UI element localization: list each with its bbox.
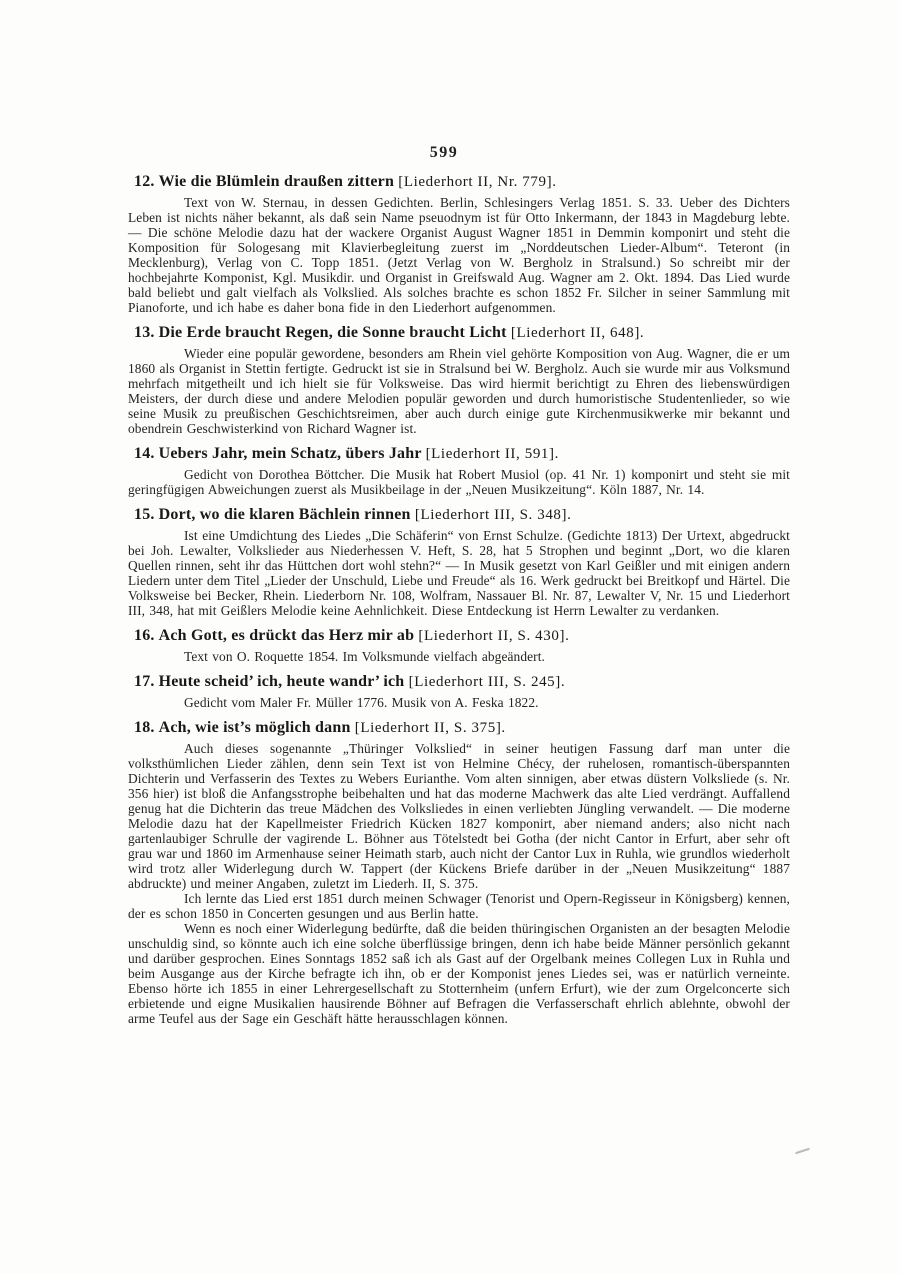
liederhort-reference: [Liederhort III, S. 245]. [408,674,566,690]
entry-17 [128,672,790,710]
entry-number: 18. [134,719,155,736]
entry-12 [128,172,790,315]
liederhort-reference: [Liederhort II, 648]. [510,325,645,341]
entry-13-heading [134,323,790,343]
song-title: Ach Gott, es drückt das Herz mir ab [158,627,415,644]
liederhort-reference: [Liederhort II, S. 375]. [354,720,506,736]
entry-15-heading [134,505,790,525]
song-title: Wie die Blümlein draußen zittern [158,173,395,190]
entry-12-paragraph: Text von W. Sternau, in dessen Gedichten. Berlin, Schlesingers Verlag 1851. S. 33. Ueber des Dichters Leben ist nichts näher bekannt, als daß sein Name pseuodnym ist für Otto Inkermann, der 1843 in Magdeburg lebte. — Die schöne Melodie dazu hat der wackere Organist August Wagner 1851 in Demmin komponirt und steht die Komposition für Sologesang mit Klavierbegleitung zuerst im „Norddeutschen Lieder-Album“. Teteront (in Mecklenburg), Verlag von C. Topp 1851. (Jetzt Verlag von W. Bergholz in Stralsund.) So schreibt mir der hochbejahrte Komponist, Kgl. Musikdir. und Organist in Greifswald Aug. Wagner am 2. Okt. 1894. Das Lied wurde bald beliebt und galt vielfach als Volkslied. Als solches brachte es schon 1852 Fr. Silcher in seiner Sammlung mit Pianoforte, und ich habe es daher bona fide in den Liederhort aufgenommen. [128,195,790,315]
entry-18-paragraph-3: Wenn es noch einer Widerlegung bedürfte, daß die beiden thüringischen Organisten an der besagten Melodie unschuldig sind, so könnte auch ich eine solche überflüssige bringen, denn ich habe beide Männer persönlich gekannt und darüber gesprochen. Eines Sonntags 1852 saß ich als Gast auf der Orgelbank meines Collegen Lux in Ruhla und beim Ausgange aus der Kirche befragte ich ihn, ob er der Komponist jenes Liedes sei, was er natürlich verneinte. Ebenso hörte ich 1855 in einer Lehrergesellschaft zu Stotternheim (unfern Erfurt), wie der zum Orgelconcerte sich erbietende und eigne Musikalien hausirende Böhner auf Befragen die Verfasserschaft ehrlich ablehnte, obwohl der arme Teufel aus der Sage ein Geschäft hätte herausschlagen können. [128,921,790,1026]
entry-18-paragraph-1: Auch dieses sogenannte „Thüringer Volkslied“ in seiner heutigen Fassung darf man unter die volksthümlichen Lieder zählen, denn sein Text ist von Helmine Chécy, der ruhelosen, romantisch-überspannten Dichterin und Verfasserin des Textes zu Webers Eurianthe. Vom alten sinnigen, aber etwas düstern Volksliede (s. Nr. 356 hier) ist bloß die Anfangsstrophe beibehalten und hat das moderne Machwerk das alte Lied verdrängt. Auffallend genug hat die Dichterin das treue Mädchen des Volksliedes in einen verliebten Jüngling verwandelt. — Die moderne Melodie dazu hat der Kapellmeister Friedrich Kücken 1827 komponirt, aber niemand anders; also nicht nach gartenlaubiger Schrulle der vagirende L. Böhner aus Tötelstedt bei Gotha (der nicht Cantor in Erfurt, aber sehr oft grau war und 1860 im Armenhause seiner Heimath starb, auch nicht der Cantor Lux in Ruhla, wie grundlos wiederholt wird trotz aller Widerlegung durch W. Tappert (der Kückens Briefe darüber in der „Neuen Musikzeitung“ 1887 abdruckte) und meiner Angaben, zuletzt im Liederh. II, S. 375. [128,741,790,891]
song-title: Heute scheid’ ich, heute wandr’ ich [158,673,405,690]
entry-13 [128,323,790,436]
entry-16 [128,626,790,664]
song-title: Ach, wie ist’s möglich dann [158,719,351,736]
entry-13-paragraph: Wieder eine populär gewordene, besonders am Rhein viel gehörte Komposition von Aug. Wagner, die er um 1860 als Organist in Stettin fertigte. Gedruckt ist sie in Stralsund bei W. Bergholz. Auch sie wurde mir aus Volksmund mehrfach mitgetheilt und ich hielt sie für Volksweise. Das wird hiermit berichtigt zu Ehren des liebenswürdigen Meisters, der durch diese und andere Melodien populär geworden und durch humoristische Studentenlieder, so wie seine Musik zu preußischen Geschichtsreimen, aber auch durch einige gute Kirchenmusikwerke mir bekannt und obendrein Geschwisterkind von Richard Wagner ist. [128,346,790,436]
entry-14-heading [134,444,790,464]
entry-number: 12. [134,173,155,190]
liederhort-reference: [Liederhort II, S. 430]. [418,628,570,644]
liederhort-reference: [Liederhort II, Nr. 779]. [398,174,557,190]
entry-12-heading [134,172,790,192]
page-number: 599 [429,144,459,161]
entry-14 [128,444,790,497]
song-title: Die Erde braucht Regen, die Sonne braucht Licht [158,324,507,341]
entry-17-heading [134,672,790,692]
entry-18 [128,718,790,1026]
entry-number: 17. [134,673,155,690]
entry-15-paragraph: Ist eine Umdichtung des Liedes „Die Schäferin“ von Ernst Schulze. (Gedichte 1813) Der Urtext, abgedruckt bei Joh. Lewalter, Volkslieder aus Niederhessen V. Heft, S. 28, hat 5 Strophen und beginnt „Dort, wo die klaren Quellen rinnen, seht ihr das Hüttchen dort wohl stehn?“ — In Musik gesetzt von Karl Geißler und mit einigen andern Liedern unter dem Titel „Lieder der Unschuld, Liebe und Freude“ als 16. Werk gedruckt bei Breitkopf und Härtel. Die Volksweise bei Becker, Rhein. Liederborn Nr. 108, Wolfram, Nassauer Bl. Nr. 87, Lewalter V, Nr. 15 und Liederhort III, 348, hat mit Geißlers Melodie keine Aehnlichkeit. Diese Entdeckung ist Herrn Lewalter zu verdanken. [128,528,790,618]
entry-18-heading [134,718,790,738]
scan-smudge-mark [795,1148,810,1155]
entry-number: 16. [134,627,155,644]
entry-number: 15. [134,506,155,523]
liederhort-reference: [Liederhort III, S. 348]. [414,507,572,523]
liederhort-reference: [Liederhort II, 591]. [425,446,559,462]
entry-17-paragraph: Gedicht vom Maler Fr. Müller 1776. Musik von A. Feska 1822. [184,695,539,710]
entry-number: 13. [134,324,155,341]
entry-16-heading [134,626,790,646]
entry-18-paragraph-2: Ich lernte das Lied erst 1851 durch meinen Schwager (Tenorist und Opern-Regisseur in Königsberg) kennen, der es schon 1850 in Concerten gesungen und aus Berlin hatte. [128,891,790,921]
entry-number: 14. [134,445,155,462]
song-title: Dort, wo die klaren Bächlein rinnen [158,506,411,523]
text-column [128,172,790,1026]
song-title: Uebers Jahr, mein Schatz, übers Jahr [158,445,422,462]
entry-15 [128,505,790,618]
entry-14-paragraph: Gedicht von Dorothea Böttcher. Die Musik hat Robert Musiol (op. 41 Nr. 1) komponirt und steht sie mit geringfügigen Abweichungen zuerst als Musikbeilage in der „Neuen Musikzeitung“. Köln 1887, Nr. 14. [128,467,790,497]
entry-16-paragraph: Text von O. Roquette 1854. Im Volksmunde vielfach abgeändert. [184,649,546,664]
